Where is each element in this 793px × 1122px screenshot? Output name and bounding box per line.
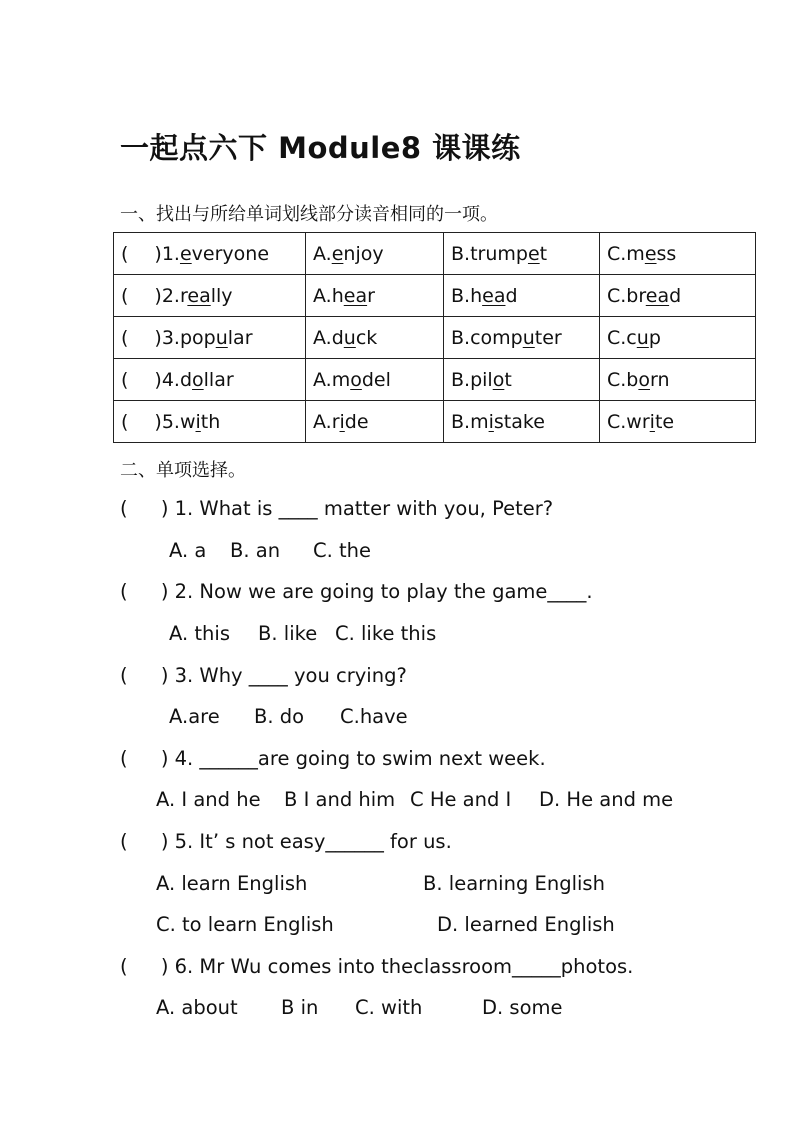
word-part: C.wr [607,410,650,433]
underlined-letters: u [215,326,228,349]
word-part: B.pil [451,368,493,391]
answer-paren: ( [121,368,129,391]
word-part: de [344,410,369,433]
question-text: ) 4. ______are going to swim next week. [160,747,546,770]
question-4-option-b: B I and him [284,788,396,811]
phonics-row [114,233,756,275]
question-5-option-d: D. learned English [437,913,615,936]
target-word-cell [114,233,306,275]
word-part: A. [313,242,332,265]
underlined-letters: o [638,368,650,391]
question-1-option-b: B. an [230,539,281,562]
option-b-cell [444,359,600,401]
underlined-letters: o [492,368,505,391]
word-part: C.m [607,242,645,265]
word-part: llar [203,368,234,391]
question-6 [120,955,633,978]
question-6-option-d: D. some [482,996,563,1019]
option-b-cell [444,275,600,317]
answer-paren: ( [120,497,128,520]
item-number: )5. [154,410,180,433]
option-a-cell [306,401,444,443]
option-a-cell [306,233,444,275]
question-2-option-a: A. this [169,622,230,645]
word-part: A.r [313,410,340,433]
word-part: t [539,242,548,265]
question-4-option-a: A. I and he [156,788,261,811]
question-2 [120,580,593,603]
item-number: )1. [154,242,180,265]
question-4-option-c: C He and I [410,788,512,811]
word-part: B.comp [451,326,523,349]
question-text: ) 3. Why ____ you crying? [160,664,407,687]
option-c-cell [600,233,756,275]
question-6-option-a: A. about [156,996,238,1019]
item-number: )4. [154,368,180,391]
question-5-option-c: C. to learn English [156,913,334,936]
answer-paren: ( [120,830,128,853]
phonics-row [114,275,756,317]
target-word-cell [114,317,306,359]
page-title: 一起点六下 Module8 课课练 [120,131,521,165]
answer-paren: ( [121,242,129,265]
underlined-letters: i [339,410,345,433]
word-part: B.h [451,284,483,307]
underlined-letters: e [527,242,540,265]
word-part: w [179,410,196,433]
underlined-letters: ea [482,284,506,307]
question-4-option-d: D. He and me [539,788,674,811]
underlined-letters: i [195,410,201,433]
word-part: rn [650,368,670,391]
word-part: d [179,368,193,391]
question-5 [120,830,452,853]
question-2-option-c: C. like this [335,622,437,645]
option-a-cell [306,317,444,359]
word-part: veryone [191,242,270,265]
option-c-cell [600,359,756,401]
option-c-cell [600,317,756,359]
word-part: th [200,410,221,433]
question-5-option-b: B. learning English [423,872,605,895]
word-part: C.br [607,284,646,307]
question-3-option-c: C.have [340,705,408,728]
phonics-row [114,359,756,401]
word-part: pop [179,326,216,349]
answer-paren: ( [120,664,128,687]
word-part: A.d [313,326,344,349]
word-part: r [367,284,375,307]
underlined-letters: ea [645,284,670,307]
underlined-letters: e [644,242,657,265]
question-1-option-a: A. a [169,539,207,562]
question-1 [120,497,553,520]
section1-heading: 一、找出与所给单词划线部分读音相同的一项。 [120,204,498,225]
question-1-option-c: C. the [313,539,372,562]
underlined-letters: i [488,410,494,433]
word-part: te [654,410,675,433]
target-word-cell [114,401,306,443]
word-part: C.b [607,368,639,391]
underlined-letters: o [192,368,204,391]
option-c-cell [600,401,756,443]
word-part: njoy [343,242,384,265]
word-part: lly [210,284,233,307]
option-a-cell [306,359,444,401]
question-3-option-b: B. do [254,705,305,728]
question-4 [120,747,546,770]
word-part: ss [656,242,677,265]
answer-paren: ( [121,326,129,349]
option-b-cell [444,401,600,443]
word-part: B.trump [451,242,528,265]
underlined-letters: o [350,368,362,391]
word-part: stake [493,410,545,433]
underlined-letters: ea [187,284,211,307]
option-b-cell [444,317,600,359]
word-part: ck [355,326,378,349]
question-6-option-c: C. with [355,996,423,1019]
section2-heading: 二、单项选择。 [120,460,246,481]
option-a-cell [306,275,444,317]
underlined-letters: e [179,242,192,265]
phonics-row [114,317,756,359]
target-word-cell [114,359,306,401]
word-part: A.m [313,368,351,391]
question-3-option-a: A.are [169,705,220,728]
answer-paren: ( [121,284,129,307]
option-b-cell [444,233,600,275]
answer-paren: ( [121,410,129,433]
word-part: d [669,284,682,307]
item-number: )3. [154,326,180,349]
question-text: ) 2. Now we are going to play the game____. [160,580,593,603]
question-2-option-b: B. like [258,622,318,645]
word-part: A.h [313,284,344,307]
word-part: del [361,368,391,391]
underlined-letters: u [636,326,649,349]
word-part: C.c [607,326,637,349]
question-text: ) 1. What is ____ matter with you, Peter? [160,497,554,520]
word-part: p [648,326,661,349]
item-number: )2. [154,284,180,307]
question-text: ) 6. Mr Wu comes into theclassroom_____photos. [160,955,634,978]
answer-paren: ( [120,955,128,978]
underlined-letters: i [649,410,655,433]
word-part: d [505,284,518,307]
option-c-cell [600,275,756,317]
word-part: t [504,368,512,391]
underlined-letters: e [331,242,344,265]
question-3 [120,664,407,687]
target-word-cell [114,275,306,317]
word-part: B.m [451,410,489,433]
word-part: ter [534,326,562,349]
answer-paren: ( [120,580,128,603]
word-part: r [179,284,188,307]
underlined-letters: ea [343,284,368,307]
word-part: lar [227,326,253,349]
answer-paren: ( [120,747,128,770]
phonics-table [113,232,756,443]
phonics-row [114,401,756,443]
underlined-letters: u [343,326,356,349]
underlined-letters: u [522,326,535,349]
question-5-option-a: A. learn English [156,872,308,895]
question-text: ) 5. It’ s not easy______ for us. [160,830,452,853]
question-6-option-b: B in [281,996,319,1019]
